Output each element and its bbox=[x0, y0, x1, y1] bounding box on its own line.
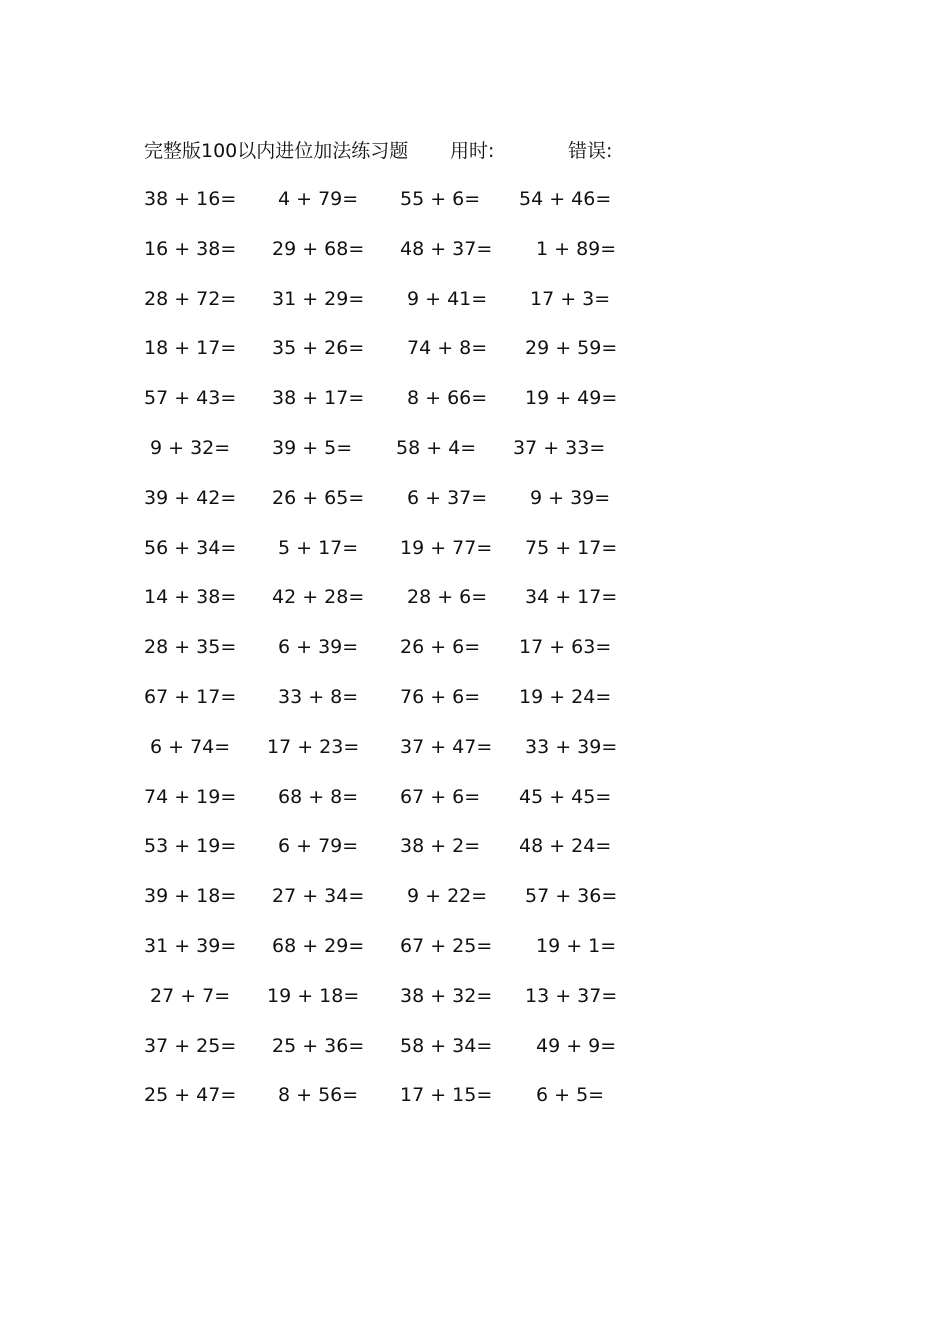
problem-r13-c3: 67 + 6= bbox=[400, 786, 481, 808]
problem-r4-c2: 35 + 26= bbox=[272, 337, 365, 359]
problem-r5-c1: 57 + 43= bbox=[144, 387, 237, 409]
problem-r15-c3: 9 + 22= bbox=[407, 885, 488, 907]
problem-r2-c2: 29 + 68= bbox=[272, 238, 365, 260]
problem-r18-c2: 25 + 36= bbox=[272, 1035, 365, 1057]
problem-r9-c3: 28 + 6= bbox=[407, 586, 488, 608]
problem-r14-c4: 48 + 24= bbox=[519, 835, 612, 857]
problem-r15-c2: 27 + 34= bbox=[272, 885, 365, 907]
problem-r19-c2: 8 + 56= bbox=[278, 1084, 359, 1106]
problem-r3-c1: 28 + 72= bbox=[144, 288, 237, 310]
problem-r18-c1: 37 + 25= bbox=[144, 1035, 237, 1057]
problem-r6-c3: 58 + 4= bbox=[396, 437, 477, 459]
problem-r2-c3: 48 + 37= bbox=[400, 238, 493, 260]
problem-r4-c1: 18 + 17= bbox=[144, 337, 237, 359]
problem-r9-c2: 42 + 28= bbox=[272, 586, 365, 608]
problem-r11-c4: 19 + 24= bbox=[519, 686, 612, 708]
problem-r5-c3: 8 + 66= bbox=[407, 387, 488, 409]
problem-r1-c2: 4 + 79= bbox=[278, 188, 359, 210]
problem-r4-c3: 74 + 8= bbox=[407, 337, 488, 359]
problem-r10-c4: 17 + 63= bbox=[519, 636, 612, 658]
problem-r9-c1: 14 + 38= bbox=[144, 586, 237, 608]
problem-r3-c3: 9 + 41= bbox=[407, 288, 488, 310]
problem-r8-c4: 75 + 17= bbox=[525, 537, 618, 559]
problem-r1-c1: 38 + 16= bbox=[144, 188, 237, 210]
problem-r12-c3: 37 + 47= bbox=[400, 736, 493, 758]
problem-r2-c1: 16 + 38= bbox=[144, 238, 237, 260]
problem-r15-c4: 57 + 36= bbox=[525, 885, 618, 907]
problem-r8-c2: 5 + 17= bbox=[278, 537, 359, 559]
problem-r16-c2: 68 + 29= bbox=[272, 935, 365, 957]
problem-r16-c4: 19 + 1= bbox=[536, 935, 617, 957]
problem-r17-c3: 38 + 32= bbox=[400, 985, 493, 1007]
problem-r16-c3: 67 + 25= bbox=[400, 935, 493, 957]
problem-r10-c3: 26 + 6= bbox=[400, 636, 481, 658]
problem-r5-c2: 38 + 17= bbox=[272, 387, 365, 409]
problem-r2-c4: 1 + 89= bbox=[536, 238, 617, 260]
time-label: 用时: bbox=[450, 140, 495, 162]
problem-r11-c2: 33 + 8= bbox=[278, 686, 359, 708]
problem-r7-c3: 6 + 37= bbox=[407, 487, 488, 509]
worksheet-title: 完整版100以内进位加法练习题 bbox=[144, 140, 409, 162]
problem-r12-c4: 33 + 39= bbox=[525, 736, 618, 758]
problem-r19-c4: 6 + 5= bbox=[536, 1084, 605, 1106]
problem-r4-c4: 29 + 59= bbox=[525, 337, 618, 359]
problem-r12-c1: 6 + 74= bbox=[150, 736, 231, 758]
problem-r7-c2: 26 + 65= bbox=[272, 487, 365, 509]
problem-r19-c3: 17 + 15= bbox=[400, 1084, 493, 1106]
problem-r13-c1: 74 + 19= bbox=[144, 786, 237, 808]
problem-r13-c2: 68 + 8= bbox=[278, 786, 359, 808]
problem-r18-c4: 49 + 9= bbox=[536, 1035, 617, 1057]
problem-r16-c1: 31 + 39= bbox=[144, 935, 237, 957]
problem-r1-c3: 55 + 6= bbox=[400, 188, 481, 210]
problem-r15-c1: 39 + 18= bbox=[144, 885, 237, 907]
problem-r7-c1: 39 + 42= bbox=[144, 487, 237, 509]
problem-r11-c3: 76 + 6= bbox=[400, 686, 481, 708]
problem-r1-c4: 54 + 46= bbox=[519, 188, 612, 210]
problem-r6-c1: 9 + 32= bbox=[150, 437, 231, 459]
problem-r17-c1: 27 + 7= bbox=[150, 985, 231, 1007]
problem-r5-c4: 19 + 49= bbox=[525, 387, 618, 409]
problem-r18-c3: 58 + 34= bbox=[400, 1035, 493, 1057]
errors-label: 错误: bbox=[568, 140, 613, 162]
problem-r17-c2: 19 + 18= bbox=[267, 985, 360, 1007]
problem-r6-c2: 39 + 5= bbox=[272, 437, 353, 459]
problem-r13-c4: 45 + 45= bbox=[519, 786, 612, 808]
problem-r11-c1: 67 + 17= bbox=[144, 686, 237, 708]
problem-r10-c1: 28 + 35= bbox=[144, 636, 237, 658]
problem-r9-c4: 34 + 17= bbox=[525, 586, 618, 608]
problem-r12-c2: 17 + 23= bbox=[267, 736, 360, 758]
problem-r3-c4: 17 + 3= bbox=[530, 288, 611, 310]
problem-r8-c1: 56 + 34= bbox=[144, 537, 237, 559]
problem-r14-c1: 53 + 19= bbox=[144, 835, 237, 857]
problem-r19-c1: 25 + 47= bbox=[144, 1084, 237, 1106]
problem-r14-c3: 38 + 2= bbox=[400, 835, 481, 857]
problem-r10-c2: 6 + 39= bbox=[278, 636, 359, 658]
problem-r7-c4: 9 + 39= bbox=[530, 487, 611, 509]
problem-r17-c4: 13 + 37= bbox=[525, 985, 618, 1007]
problem-r6-c4: 37 + 33= bbox=[513, 437, 606, 459]
problem-r14-c2: 6 + 79= bbox=[278, 835, 359, 857]
problem-r3-c2: 31 + 29= bbox=[272, 288, 365, 310]
problem-r8-c3: 19 + 77= bbox=[400, 537, 493, 559]
